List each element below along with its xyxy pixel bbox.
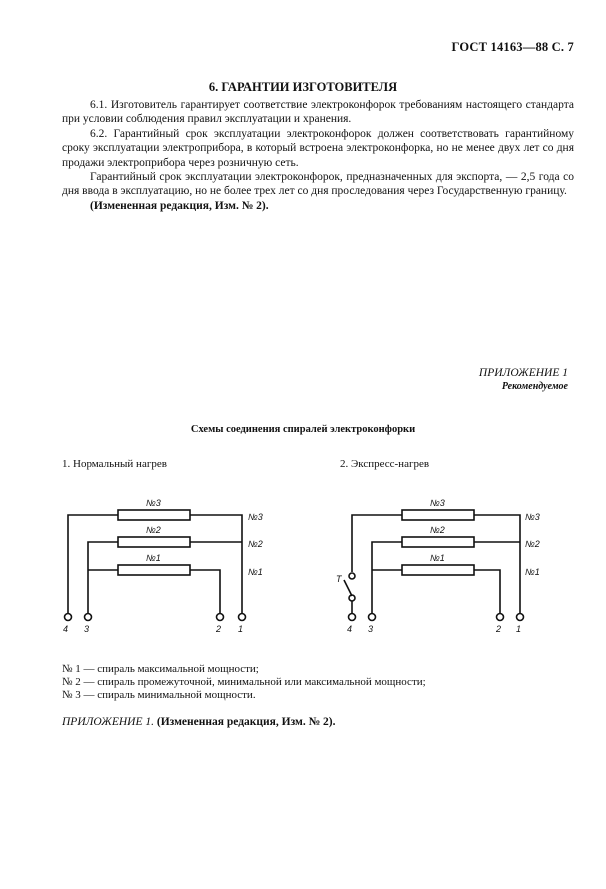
terminal-2-label-2: 2 [496,624,502,634]
legend-item-2: № 2 — спираль промежуточной, минимальной или максимальной мощности; [62,676,426,689]
appendix-title: ПРИЛОЖЕНИЕ 1 [478,367,568,379]
diagram-2-label: 2. Экспресс-нагрев [340,458,430,470]
coil-3-label-2: №3 [430,498,445,508]
switch-blade [344,580,352,596]
footnote-appendix: ПРИЛОЖЕНИЕ 1. [62,716,154,728]
coil-2-resistor-2 [402,537,474,547]
coil-1-resistor-2 [402,565,474,575]
wire-2-label-2: №2 [525,539,540,549]
wire-3-label-2: №3 [525,512,540,522]
terminal-4 [65,614,72,621]
footnote-amendment: (Измененная редакция, Изм. № 2). [156,716,336,728]
terminal-3 [85,614,92,621]
wiring-diagrams [0,490,606,640]
terminal-2-label: 2 [216,624,222,634]
appendix-footnote [62,716,336,728]
terminal-3-label: 3 [84,624,90,634]
paragraph-6-2: 6.2. Гарантийный срок эксплуатации электроконфорок должен соответствовать гарантийному сроку эксплуатации электроприбора, в который встроена электроконфорка, но не менее двух лет со дня продажи электроприбора через розничную сеть. [62,127,574,169]
terminal-3-label-2: 3 [368,624,374,634]
paragraph-6-1: 6.1. Изготовитель гарантирует соответствие электроконфорок требованиям настоящего стандарта при условии соблюдения правил эксплуатации и хранения. [62,99,574,126]
coil-2-label: №2 [146,525,161,535]
terminal-1-label: 1 [238,624,244,634]
switch-label: Т [336,574,342,584]
coil-1-label-2: №1 [430,553,445,563]
coil-2-resistor [118,537,190,547]
appendix-heading [479,367,568,393]
terminal-1-2 [517,614,524,621]
coil-1-label: №1 [146,553,161,563]
terminal-3-2 [369,614,376,621]
legend-item-1: № 1 — спираль максимальной мощности; [62,663,259,675]
coil-3-resistor-2 [402,510,474,520]
coil-3-resistor [118,510,190,520]
schema-title: Схемы соединения спиралей электроконфорки [190,424,416,435]
section-title: 6. ГАРАНТИИ ИЗГОТОВИТЕЛЯ [208,80,398,94]
page-header: ГОСТ 14163—88 С. 7 [451,40,574,54]
wire-3-label: №3 [248,512,263,522]
terminal-4-2 [349,614,356,621]
coil-2-label-2: №2 [430,525,445,535]
coil-1-resistor [118,565,190,575]
legend [62,663,426,703]
switch-contact-top [349,573,355,579]
terminal-4-label-2: 4 [347,624,353,634]
wire-1-label-2: №1 [525,567,540,577]
appendix-subtitle: Рекомендуемое [501,381,568,392]
terminal-1 [239,614,246,621]
terminal-2-2 [497,614,504,621]
diagram-1-label: 1. Нормальный нагрев [62,458,167,470]
terminal-1-label-2: 1 [516,624,522,634]
paragraph-export: Гарантийный срок эксплуатации электроконфорок, предназначенных для экспорта, — 2,5 года со дня ввода в эксплуатацию, но не более трех лет со дня проследования через Государственную границу. [62,171,574,198]
legend-item-3: № 3 — спираль минимальной мощности. [62,689,256,702]
amendment-note: (Измененная редакция, Изм. № 2). [90,199,269,212]
terminal-4-label: 4 [63,624,69,634]
wire-2-label: №2 [248,539,263,549]
wire-1-label: №1 [248,567,263,577]
coil-3-label: №3 [146,498,161,508]
terminal-2 [217,614,224,621]
body-text [62,98,574,213]
